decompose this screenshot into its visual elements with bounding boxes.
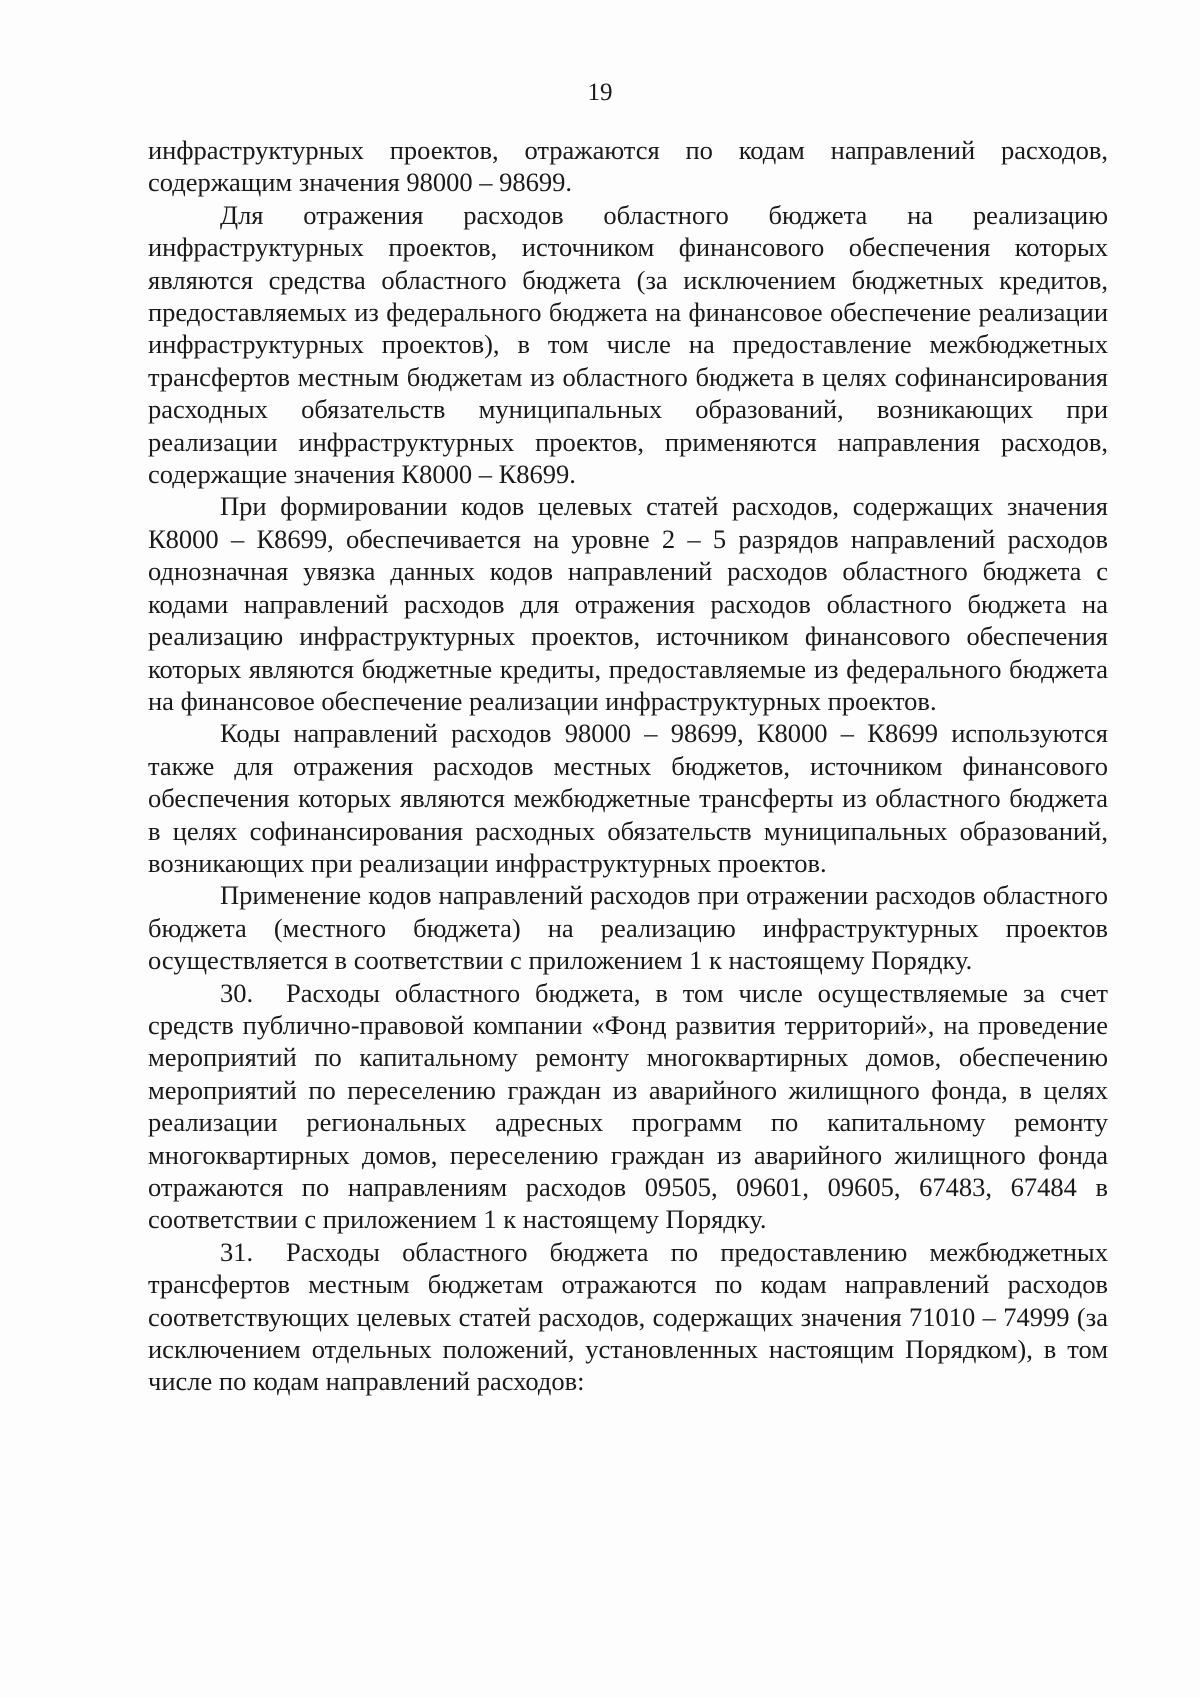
- paragraph-continuation: инфраструктурных проектов, отражаются по кодам направлений расходов, содержащим значения 98000 – 98699.: [148, 135, 1108, 198]
- paragraph-local-budgets: Коды направлений расходов 98000 – 98699, К8000 – К8699 используются также для отражения расходов местных бюджетов, источником финансового обеспечения которых являются межбюджетные трансферты из областного бюджета в целях софинансирования расходных обязательств муниципальных образований, возникающих при реализации инфраструктурных проектов.: [148, 718, 1108, 878]
- paragraph-application: Применение кодов направлений расходов при отражении расходов областного бюджета (местного бюджета) на реализацию инфраструктурных проектов осуществляется в соответствии с приложением 1 к настоящему Порядку.: [148, 880, 1108, 976]
- paragraph-k8000-directions: Для отражения расходов областного бюджета на реализацию инфраструктурных проектов, источником финансового обеспечения которых являются средства областного бюджета (за исключением бюджетных кредитов, предоставляемых из федерального бюджета на финансовое обеспечение реализации инфраструктурных проектов), в том числе на предоставление межбюджетных трансфертов местным бюджетам из областного бюджета в целях софинансирования расходных обязательств муниципальных образований, возникающих при реализации инфраструктурных проектов, применяются направления расходов, содержащие значения К8000 – К8699.: [148, 199, 1108, 490]
- item-30-text: Расходы областного бюджета, в том числе осуществляемые за счет средств публично-правовой компании «Фонд развития территорий», на проведение мероприятий по капитальному ремонту многоквартирных домов, обеспечению мероприятий по переселению граждан из аварийного жилищного фонда, в целях реализации региональных адресных программ по капитальному ремонту многоквартирных домов, переселению граждан из аварийного жилищного фонда отражаются по направлениям расходов 09505, 09601, 09605, 67483, 67484 в соответствии с приложением 1 к настоящему Порядку.: [148, 977, 1108, 1235]
- page-number: 19: [587, 79, 613, 106]
- paragraph-item-30: [148, 977, 1108, 1236]
- paragraph-code-formation: При формировании кодов целевых статей расходов, содержащих значения К8000 – К8699, обеспечивается на уровне 2 – 5 разрядов направлений расходов однозначная увязка данных кодов направлений расходов областного бюджета с кодами направлений расходов для отражения расходов областного бюджета на реализацию инфраструктурных проектов, источником финансового обеспечения которых являются бюджетные кредиты, предоставляемые из федерального бюджета на финансовое обеспечение реализации инфраструктурных проектов.: [148, 491, 1108, 716]
- item-number-30: 30.: [220, 977, 254, 1008]
- document-body: [148, 134, 1108, 1398]
- item-number-31: 31.: [220, 1236, 254, 1267]
- item-31-text: Расходы областного бюджета по предоставлению межбюджетных трансфертов местным бюджетам отражаются по кодам направлений расходов соответствующих целевых статей расходов, содержащих значения 71010 – 74999 (за исключением отдельных положений, установленных настоящим Порядком), в том числе по кодам направлений расходов:: [148, 1236, 1108, 1397]
- paragraph-item-31: [148, 1236, 1108, 1398]
